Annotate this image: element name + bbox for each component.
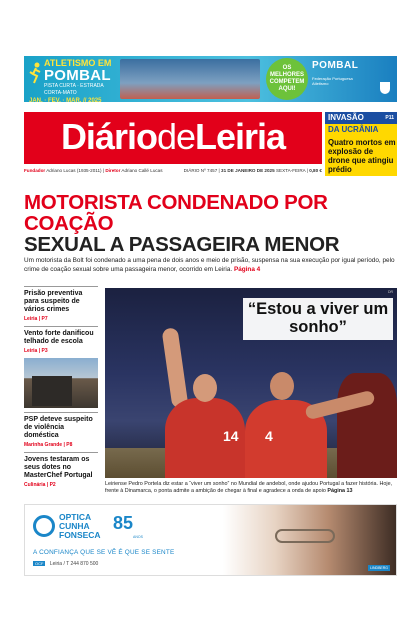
director-name: Adriano Callé Lucas	[121, 168, 163, 173]
jersey-number-right: 4	[265, 428, 273, 444]
ad-contact	[33, 561, 98, 567]
ad-badge: OS MELHORES COMPETEM AQUI!	[266, 58, 308, 100]
brief-section: Leiria | P7	[24, 316, 48, 322]
teammate-figure	[337, 373, 397, 478]
lead-paragraph	[24, 257, 397, 274]
partner-name: Federação Portuguesa Atletismo	[312, 76, 353, 86]
lead-headline[interactable]	[24, 192, 397, 255]
newspaper-front-page	[24, 52, 397, 580]
issue-date: 31 DE JANEIRO DE 2025	[221, 168, 275, 173]
brief-item[interactable]	[24, 326, 98, 354]
lead-text: Um motorista da Bolt foi condenado a uma pena de dois anos e meio de prisão, suspensa na sua execução por igual período, pelo crime de coação sexual sobre uma passageira menor, ocorrido em Leiria.	[24, 257, 395, 273]
contact-text: Leiria / T 244 870 500	[49, 561, 99, 567]
edition-label: DIÁRIO Nº	[183, 168, 206, 173]
photo-credit: DR	[387, 290, 393, 294]
ad-title-line2: POMBAL	[44, 67, 111, 84]
teaser-kicker-text: INVASÃO	[328, 113, 364, 122]
glasses-shape	[275, 529, 335, 543]
caption-text: Leiriense Pedro Portela diz estar a “viver um sonho” no Mundial de andebol, onde ajudou Portugal a fazer história. Hoje, frente à Dinamarca, o ponta admite a ambição de chegar à final e agradece a onda de apoio	[105, 481, 393, 494]
shield-icon	[380, 82, 390, 94]
logo-word-leiria: Leiria	[195, 116, 286, 157]
building-shape	[32, 376, 72, 406]
edition-number: 7457	[207, 168, 218, 173]
school-photo	[24, 358, 98, 408]
brief-title: Jovens testaram os seus dotes no MasterChef Portugal	[24, 456, 93, 479]
jersey-number-left: 14	[223, 428, 239, 444]
pombal-brand: POMBAL	[312, 60, 359, 71]
briefs-column	[24, 286, 98, 492]
runner-icon	[28, 62, 42, 84]
weekday: SEXTA-FEIRA	[275, 168, 306, 173]
caption-page-ref[interactable]: Página 13	[327, 488, 353, 494]
raised-arm	[162, 327, 189, 408]
ukraine-teaser[interactable]	[325, 112, 397, 176]
brief-item[interactable]	[24, 452, 98, 488]
brief-item[interactable]	[24, 286, 98, 322]
brief-item[interactable]	[24, 412, 98, 448]
brief-title: Prisão preventiva para suspeito de vários crimes	[24, 290, 83, 313]
teaser-body: Quatro mortos em explosão de drone que atingiu prédio	[328, 138, 396, 174]
ad-dates: JAN. · FEV. · MAR. // 2025	[29, 98, 102, 102]
teaser-kicker-2: DA UCRÂNIA	[328, 125, 379, 134]
teaser-page: P11	[385, 115, 394, 121]
brief-title: Vento forte danificou telhado de escola	[24, 330, 94, 345]
optica-logo-icon	[33, 515, 55, 537]
optica-brand	[59, 513, 101, 540]
masthead-info-bar: Fundador Adriano Lucas (1935-2011) | Diretor Adriano Callé Lucas DIÁRIO Nº 7457 | 31 DE JANEIRO DE 2025 SEXTA-FEIRA | 0,80 €	[24, 166, 322, 176]
photo-caption	[105, 481, 397, 495]
price: 0,80 €	[309, 168, 322, 173]
brief-section: Culinária | P2	[24, 482, 56, 488]
ad-slogan: A CONFIANÇA QUE SE VÊ É QUE SE SENTE	[33, 549, 175, 556]
pull-quote: “Estou a viver um sonho”	[243, 298, 393, 340]
logo-word-de: de	[156, 116, 196, 157]
player-left-head	[193, 374, 217, 402]
ad-subtitle: PISTA CURTA · ESTRADA CORTA-MATO	[44, 83, 104, 96]
partner-tag: LINDBERG	[370, 566, 388, 570]
brief-title: PSP deteve suspeito de violência doméstica	[24, 416, 93, 439]
ad-photo	[120, 59, 260, 99]
brief-section: Marinha Grande | P8	[24, 442, 73, 448]
ad-title-line1: ATLETISMO EM	[44, 58, 112, 68]
brand-line2: CUNHA	[59, 521, 90, 531]
director-label: Diretor	[105, 168, 121, 173]
lead-page-ref[interactable]: Página 4	[233, 265, 261, 273]
brand-line1: OPTICA	[59, 512, 92, 522]
atletismo-ad-text	[26, 58, 118, 100]
headline-line2: SEXUAL A PASSAGEIRA MENOR	[24, 233, 340, 256]
contact-tag: OCF	[35, 561, 44, 566]
bottom-advertisement[interactable]	[24, 504, 397, 576]
top-advertisement[interactable]	[24, 56, 397, 102]
headline-line1: MOTORISTA CONDENADO POR COAÇÃO	[24, 191, 328, 235]
pombal-logo	[312, 60, 396, 100]
logo-word-diario: Diário	[60, 116, 157, 157]
brief-section: Leiria | P3	[24, 348, 48, 354]
anniversary-label: ANOS	[133, 535, 143, 539]
edition-info: DIÁRIO Nº 7457 | 31 DE JANEIRO DE 2025 SEXTA-FEIRA | 0,80 €	[183, 168, 322, 173]
teaser-kicker	[325, 112, 397, 124]
founder-name: Adriano Lucas (1935-2011)	[46, 168, 102, 173]
anniversary-number: 85	[113, 513, 134, 533]
player-right-head	[270, 372, 294, 400]
newspaper-logo	[24, 114, 322, 160]
brand-line3: FONSECA	[59, 530, 101, 540]
main-story-photo[interactable]	[105, 288, 397, 478]
founder-label: Fundador	[24, 168, 46, 173]
masthead[interactable]	[24, 112, 322, 164]
